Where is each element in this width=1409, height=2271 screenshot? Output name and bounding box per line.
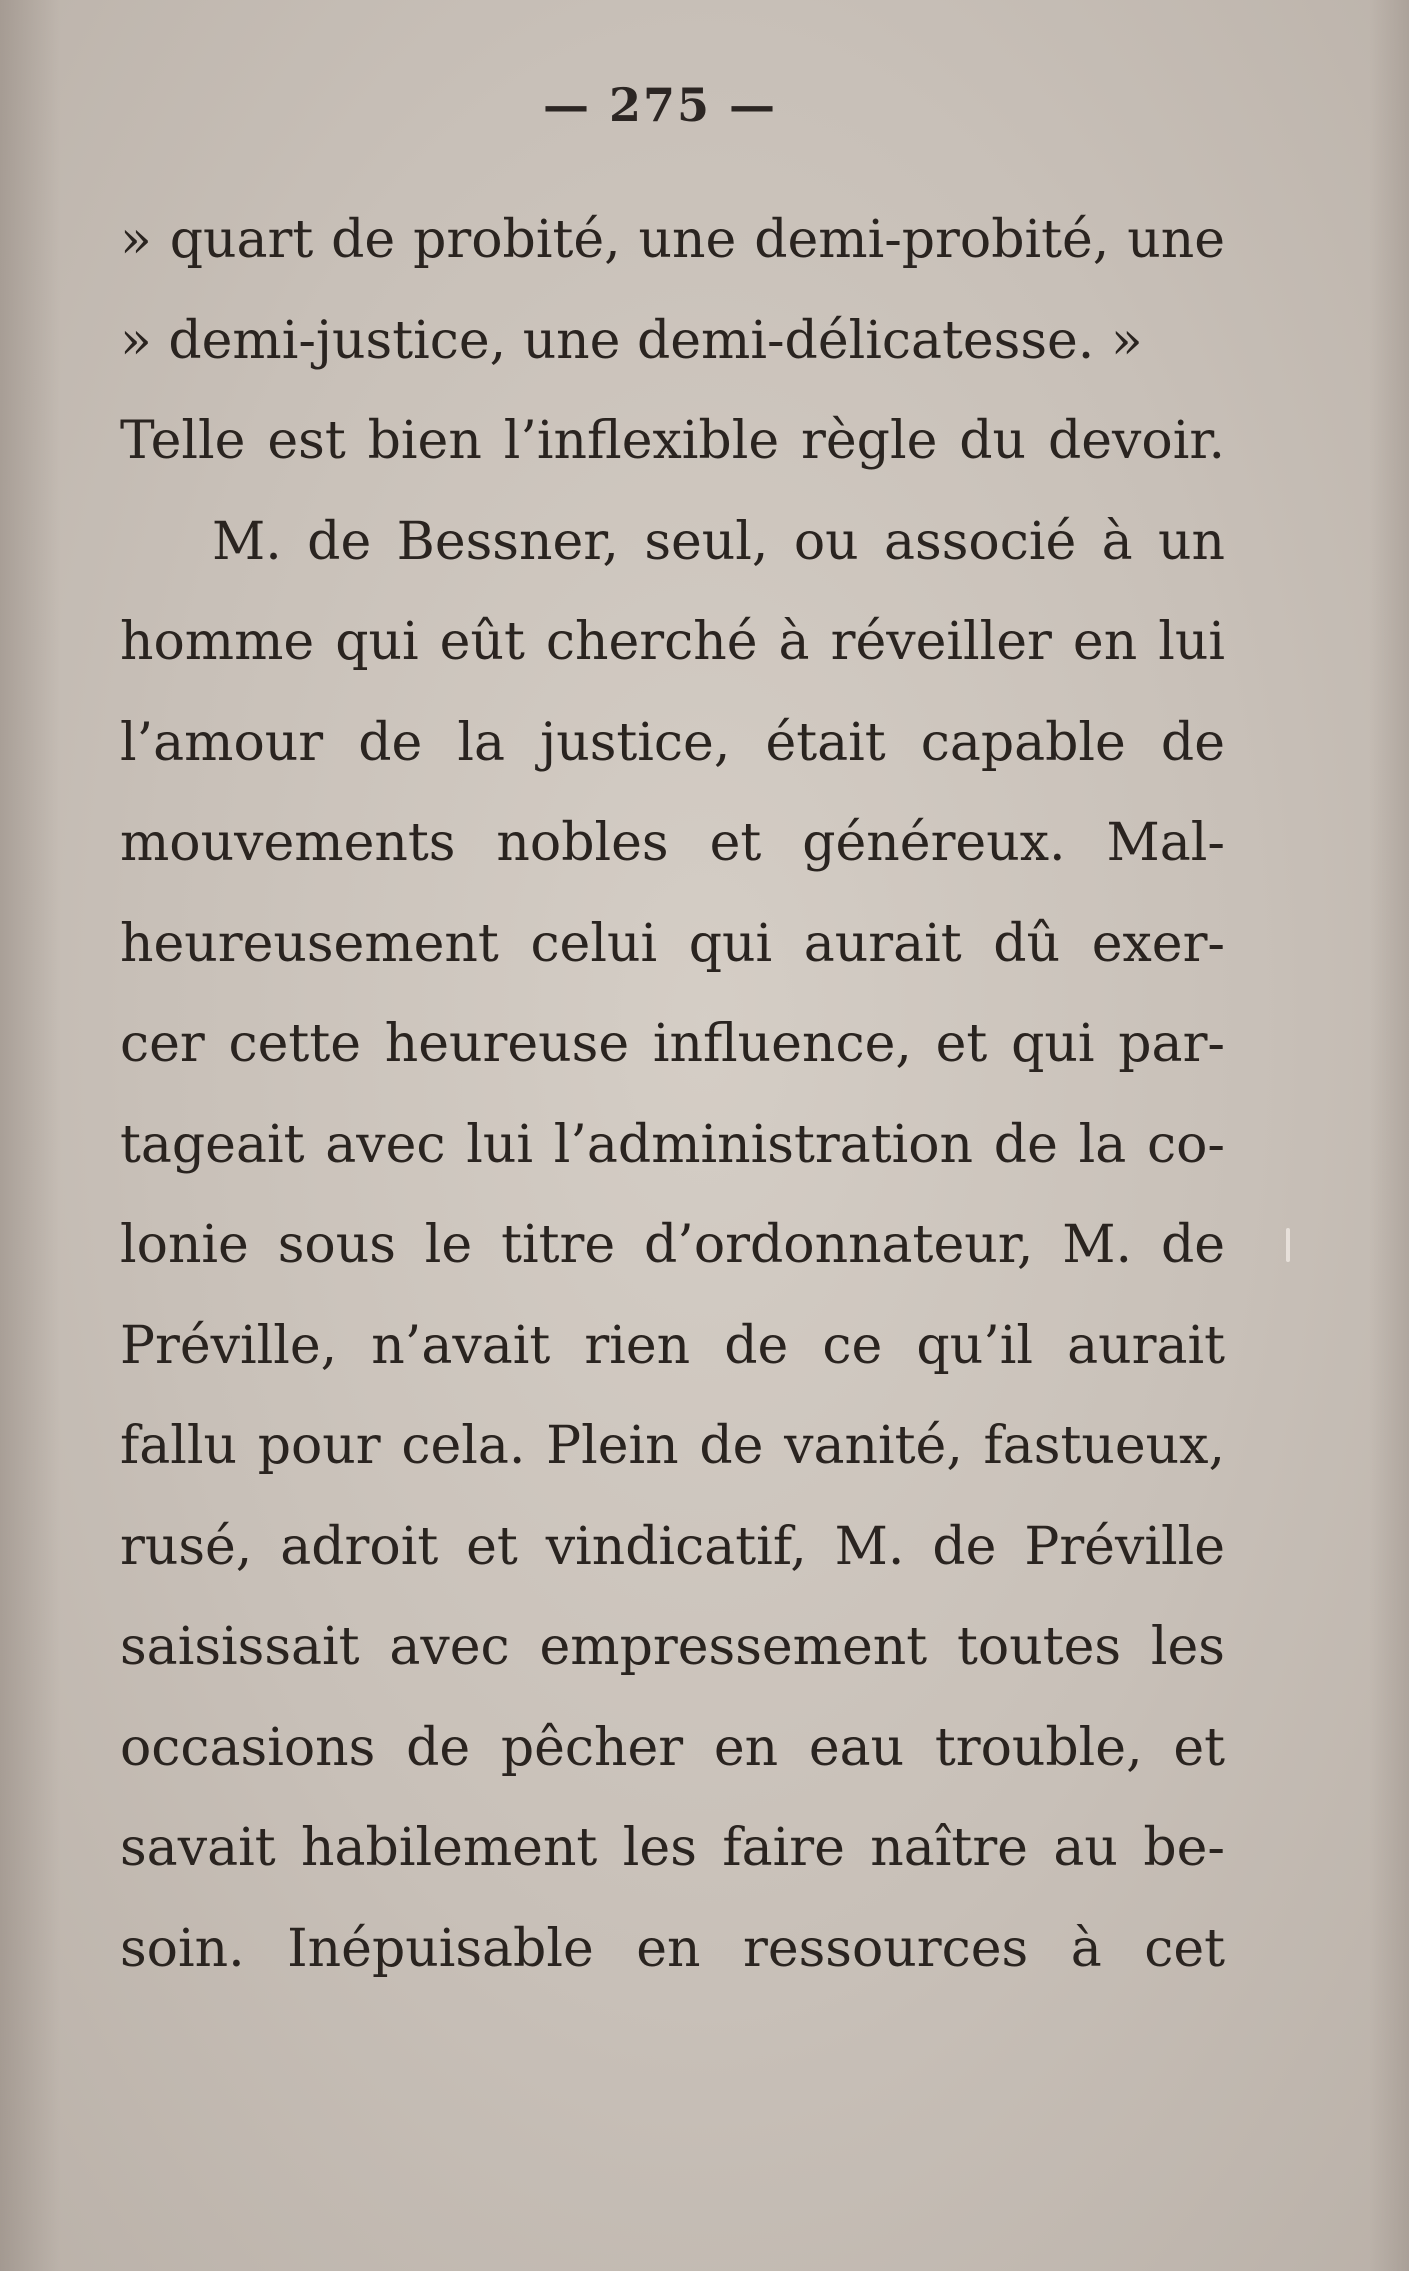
text-line: » quart de probité, une demi-probité, une <box>120 210 1225 270</box>
paper-speck <box>1286 1228 1290 1262</box>
text-line: fallu pour cela. Plein de vanité, fastueux, <box>120 1416 1225 1476</box>
page-edge-shadow <box>0 0 60 2271</box>
text-line: rusé, adroit et vindicatif, M. de Préville <box>120 1516 1225 1577</box>
text-line: Telle est bien l’inflexible règle du devoir. <box>120 411 1225 471</box>
text-line: lonie sous le titre d’ordonnateur, M. de <box>120 1215 1225 1275</box>
page-number: — 275 — <box>542 78 778 132</box>
text-line: savait habilement les faire naître au be- <box>120 1818 1225 1878</box>
text-line: tageait avec lui l’administration de la co- <box>120 1114 1225 1175</box>
body-text <box>120 190 1225 1999</box>
text-line: l’amour de la justice, était capable de <box>120 712 1225 773</box>
text-line: heureusement celui qui aurait dû exer- <box>120 913 1225 974</box>
text-line: soin. Inépuisable en ressources à cet <box>120 1918 1225 1979</box>
text-line: cer cette heureuse influence, et qui par- <box>120 1014 1225 1074</box>
page-edge-shadow <box>1369 0 1409 2271</box>
text-line: M. de Bessner, seul, ou associé à un <box>212 511 1225 572</box>
text-line: homme qui eût cherché à réveiller en lui <box>120 612 1225 672</box>
text-line: saisissait avec empressement toutes les <box>120 1617 1225 1677</box>
text-line: occasions de pêcher en eau trouble, et <box>120 1717 1225 1778</box>
text-line: » demi-justice, une demi-délicatesse. » <box>120 310 1143 371</box>
text-line: Préville, n’avait rien de ce qu’il aurait <box>120 1315 1225 1376</box>
text-line: mouvements nobles et généreux. Mal- <box>120 813 1225 873</box>
